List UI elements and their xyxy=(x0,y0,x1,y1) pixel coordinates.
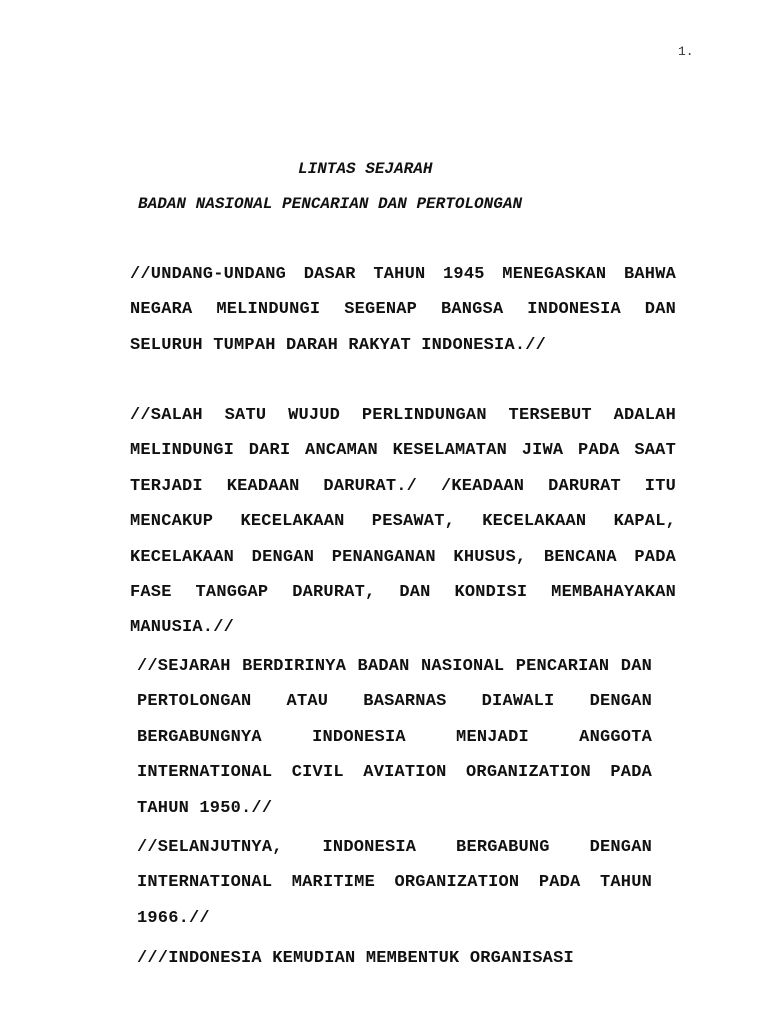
paragraph-history: //SEJARAH BERDIRINYA BADAN NASIONAL PENCARIAN DAN PERTOLONGAN ATAU BASARNAS DIAWALI DENGAN BERGABUNGNYA INDONESIA MENJADI ANGGOTA INTERNATIONAL CIVIL AVIATION ORGANIZATION PADA TAHUN 1950.// xyxy=(137,657,652,818)
paragraph-protection: //SALAH SATU WUJUD PERLINDUNGAN TERSEBUT ADALAH MELINDUNGI DARI ANCAMAN KESELAMATAN JIWA PADA SAAT TERJADI KEADAAN DARURAT./ /KEADAAN DARURAT ITU MENCAKUP KECELAKAAN PESAWAT, KECELAKAAN KAPAL, KECELAKAAN DENGAN PENANGANAN KHUSUS, BENCANA PADA FASE TANGGAP DARURAT, DAN KONDISI MEMBAHAYAKAN MANUSIA.// xyxy=(130,406,676,638)
document-subtitle: BADAN NASIONAL PENCARIAN DAN PERTOLONGAN xyxy=(138,195,523,213)
paragraph-constitution: //UNDANG-UNDANG DASAR TAHUN 1945 MENEGASKAN BAHWA NEGARA MELINDUNGI SEGENAP BANGSA INDONESIA DAN SELURUH TUMPAH DARAH RAKYAT INDONESIA.// xyxy=(130,265,676,355)
paragraph-imo: //SELANJUTNYA, INDONESIA BERGABUNG DENGAN INTERNATIONAL MARITIME ORGANIZATION PADA TAHUN 1966.// xyxy=(137,838,652,928)
document-title: LINTAS SEJARAH xyxy=(298,160,433,178)
page-number: 1. xyxy=(678,44,694,59)
paragraph-organization: ///INDONESIA KEMUDIAN MEMBENTUK ORGANISASI xyxy=(137,949,574,968)
